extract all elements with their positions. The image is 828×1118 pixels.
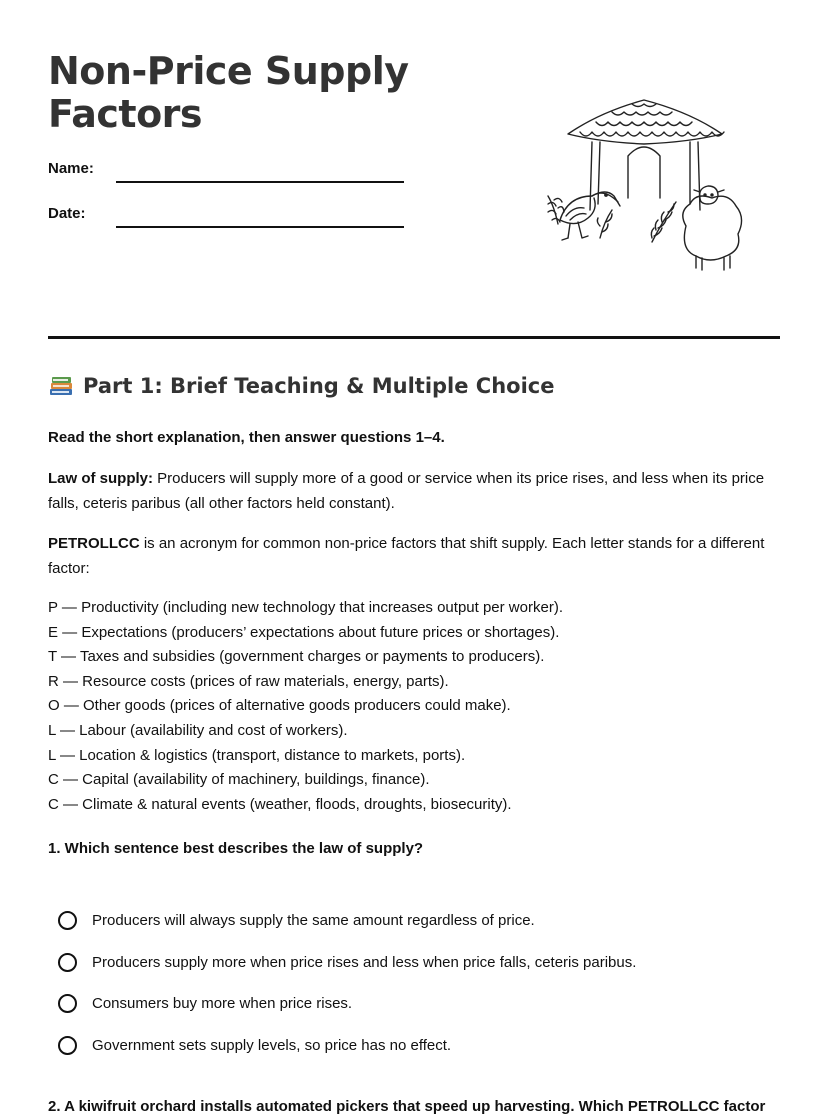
acronym-text: is an acronym for common non-price factors that shift supply. Each letter stands for a different factor: (48, 535, 765, 577)
list-item: T — Taxes and subsidies (government charges or payments to producers). (48, 648, 545, 666)
question-2: 2. A kiwifruit orchard installs automated pickers that speed up harvesting. Which PETROLLCC factor (48, 1098, 766, 1115)
question-1: 1. Which sentence best describes the law of supply? (48, 840, 424, 857)
part1-heading-text: Part 1: Brief Teaching & Multiple Choice (83, 374, 555, 398)
hut-frame (590, 142, 700, 210)
date-input-line[interactable] (116, 226, 404, 228)
date-field[interactable] (48, 205, 408, 235)
books-icon (48, 374, 74, 398)
title-line-2: Factors (48, 92, 203, 136)
option-a[interactable] (58, 900, 636, 942)
option-d[interactable] (58, 1025, 636, 1067)
list-item: C — Climate & natural events (weather, floods, droughts, biosecurity). (48, 795, 512, 813)
section-divider (48, 336, 780, 339)
part1-heading (48, 374, 555, 398)
option-b[interactable] (58, 942, 636, 984)
instructions: Read the short explanation, then answer questions 1–4. (48, 429, 445, 446)
title-line-1: Non-Price Supply (48, 49, 409, 93)
acronym-label: PETROLLCC (48, 535, 140, 552)
sprig (597, 210, 612, 238)
option-label: Government sets supply levels, so price has no effect. (92, 1036, 452, 1054)
list-item: E — Expectations (producers’ expectations about future prices or shortages). (48, 623, 560, 641)
fern-left (548, 196, 564, 224)
farm-illustration (540, 92, 750, 278)
radio-button[interactable] (58, 911, 77, 930)
list-item: L — Labour (availability and cost of workers). (48, 721, 348, 739)
radio-button[interactable] (58, 994, 77, 1013)
list-item: R — Resource costs (prices of raw materials, energy, parts). (48, 672, 449, 690)
name-label: Name: (48, 160, 94, 177)
option-c[interactable] (58, 983, 636, 1025)
option-label: Producers supply more when price rises and less when price falls, ceteris paribus. (92, 953, 637, 971)
plant-right (651, 202, 676, 242)
list-item: L — Location & logistics (transport, distance to markets, ports). (48, 746, 466, 764)
list-item: O — Other goods (prices of alternative goods producers could make). (48, 697, 511, 715)
list-item: C — Capital (availability of machinery, buildings, finance). (48, 771, 430, 789)
list-item: P — Productivity (including new technology that increases output per worker). (48, 599, 563, 616)
factor-list (48, 596, 563, 817)
law-of-supply-label: Law of supply: (48, 470, 153, 487)
option-label: Producers will always supply the same amount regardless of price. (92, 912, 535, 930)
name-field[interactable] (48, 160, 408, 190)
name-input-line[interactable] (116, 181, 404, 183)
radio-button[interactable] (58, 953, 77, 972)
law-of-supply-text: Producers will supply more of a good or service when its price rises, and less when its price falls, ceteris paribus (all other factors held constant). (48, 470, 765, 512)
date-label: Date: (48, 205, 86, 222)
law-of-supply-paragraph (48, 466, 780, 516)
question-1-options (58, 900, 636, 1066)
acronym-paragraph (48, 531, 780, 581)
hut-roof (568, 100, 724, 144)
radio-button[interactable] (58, 1036, 77, 1055)
sheep-drawing (683, 186, 742, 270)
page-title (48, 50, 409, 136)
option-label: Consumers buy more when price rises. (92, 995, 353, 1013)
